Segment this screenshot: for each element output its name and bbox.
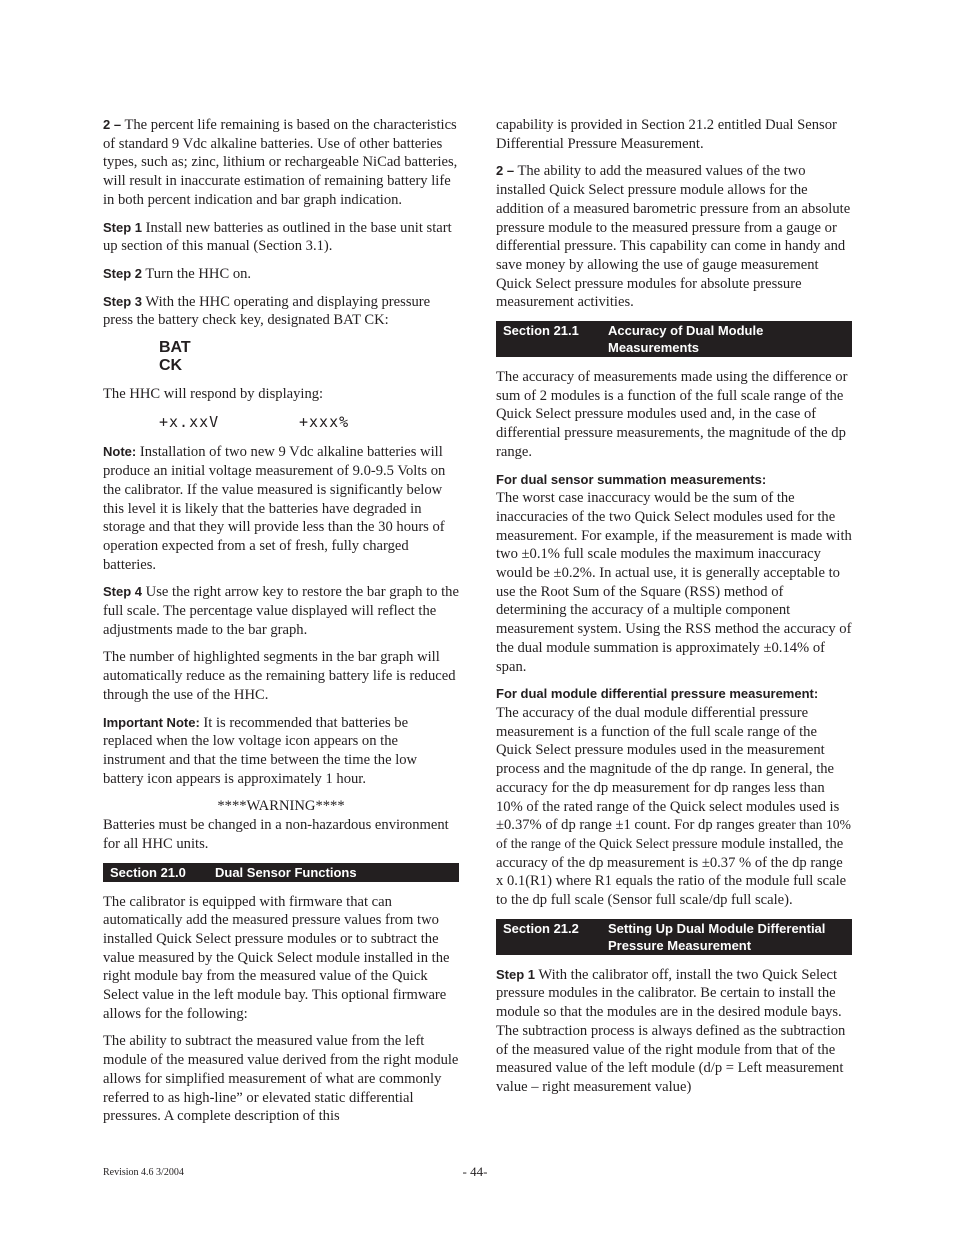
segments-paragraph: The number of highlighted segments in the bar graph will automatically reduce as the remaining battery life is reduced through the use of the HHC. <box>103 649 456 703</box>
note-label: Note: <box>103 444 137 460</box>
respond-text: The HHC will respond by displaying: <box>103 386 324 403</box>
warning-title: ****WARNING**** <box>217 798 345 815</box>
important-label: Important Note: <box>103 714 200 730</box>
right-column <box>496 116 852 1106</box>
paragraph-battery-life: 2 – The percent life remaining is based on the characteristics of standard 9 Vdc alkaline batteries. Use of other batteries types, such as; zinc, lithium or rechargeable NiCad batteries, will result in inaccurate estimation of remaining battery life in both percent indication and bar graph indication. <box>103 117 458 208</box>
section-title: Dual Sensor Functions <box>215 864 357 880</box>
revision-footer: Revision 4.6 3/2004 <box>103 1167 184 1178</box>
item-number: 2 – <box>496 163 515 179</box>
bat-ck-key-label: BAT CK <box>159 339 191 375</box>
section-title: Accuracy of Dual Module Measurements <box>608 323 764 356</box>
step-label: Step 4 <box>103 584 143 600</box>
accuracy-paragraph: The accuracy of measurements made using the difference or sum of 2 modules is a function of the full scale range of the Quick Select pressure modules used and, in the case of differential pressure measurements, the magnitude of the dp range. <box>496 369 848 460</box>
step-2: Step 2 Turn the HHC on. <box>103 265 252 282</box>
left-column <box>103 116 459 1135</box>
lcd-percent: +xxx% <box>299 412 350 431</box>
section-number: Section 21.0 <box>110 864 186 880</box>
section-heading-21-2 <box>496 919 852 955</box>
section-heading-21-1 <box>496 321 852 357</box>
continued-paragraph: capability is provided in Section 21.2 entitled Dual Sensor Differential Pressure Measurement. <box>496 117 837 152</box>
calibrator-firmware-paragraph: The calibrator is equipped with firmware that can automatically add the measured pressure values from two installed Quick Select pressure modules or to subtract the value measured by the Quick Select module installed in the right module bay from the measured value of the Quick Select value in the left module bay. This optional firmware allows for the following: <box>103 893 450 1022</box>
page-number: - 44- <box>462 1164 488 1179</box>
step-1: Step 1 Install new batteries as outlined in the base unit start up section of this manual (Section 3.1). <box>103 219 452 255</box>
important-note: Important Note: It is recommended that batteries be replaced when the low voltage icon appears on the instrument and that the time between the time the low battery icon appears is approximately 1 hour. <box>103 714 418 787</box>
lcd-volts: +x.xxV <box>159 412 220 431</box>
subtract-ability-paragraph: The ability to subtract the measured value from the left module of the measured value derived from the right module allows for simplified measurement of what are commonly referred to as high-line” or elevated static differential pressures. A complete description of this <box>103 1033 459 1125</box>
differential-paragraph: The accuracy of the dual module differential pressure measurement is a function of the full scale range of the Quick Select pressure modules used in the measurement process and the magnitude of the dp range. In general, the accuracy for the dp measurement for dp ranges less than 10% of the rated range of the Quick select modules used is ±0.37% of dp range ±1 count. For dp ranges greater than 10% of the range of the Quick Select pressure module installed, the accuracy of the dp measurement is ±0.37 % of the dp range x 0.1(R1) where R1 equals the ratio of the module full scale to the dp full scale (Sensor full scale/dp full scale). <box>496 704 851 909</box>
summation-subheading: For dual sensor summation measurements: <box>496 471 767 487</box>
step-1-install: Step 1 With the calibrator off, install the two Quick Select pressure modules in the calibrator. Be certain to install the module so that the modules are in the desired module bays. The subtraction process is always defined as the subtraction of the measured value of the right module from that of the measured value of the left module (d/p = Left measurement value – right measurement value) <box>496 966 846 1095</box>
note-paragraph: Note: Installation of two new 9 Vdc alkaline batteries will produce an initial voltage measurement of 9.0-9.5 Volts on the calibrator. If the value measured is significantly below this level it is likely that the batteries have degraded in storage and that they will provide less than the 30 hours of operation expected from a set of fresh, fully charged batteries. <box>103 444 446 573</box>
section-number: Section 21.1 <box>503 323 579 339</box>
step-label: Step 2 <box>103 265 143 281</box>
differential-subheading: For dual module differential pressure measurement: <box>496 686 819 702</box>
paragraph-add-ability: 2 – The ability to add the measured values of the two installed Quick Select pressure module allows for the addition of a measured barometric pressure from an absolute pressure module to the measured pressure from a gauge or differential pressure. This capability can come in handy and save money by allowing the use of gauge measurement Quick Select pressure modules for absolute pressure measurement activities. <box>496 163 851 311</box>
step-label: Step 3 <box>103 293 143 309</box>
warning-text: Batteries must be changed in a non-hazardous environment for all HHC units. <box>103 817 449 852</box>
step-label: Step 1 <box>103 219 143 235</box>
lcd-display-readout <box>159 413 459 432</box>
step-4: Step 4 Use the right arrow key to restore the bar graph to the full scale. The percentage value displayed will reflect the adjustments made to the bar graph. <box>103 584 459 638</box>
step-3: Step 3 With the HHC operating and displaying pressure press the battery check key, designated BAT CK: <box>103 293 431 329</box>
item-number: 2 – <box>103 117 122 132</box>
section-number: Section 21.2 <box>503 920 579 936</box>
section-title: Setting Up Dual Module Differential Pressure Measurement <box>608 920 826 953</box>
summation-paragraph: The worst case inaccuracy would be the sum of the inaccuracies of the two Quick Select modules used for the measurement. For example, if the measurement is made with two ±0.1% full scale modules the maximum inaccuracy would be ±0.2%. In actual use, it is generally acceptable to use the Root Sum of the Square (RSS) method of determining the accuracy of a multiple component measurement system. Using the RSS method the accuracy of the dual module summation is approximately ±0.14% of span. <box>496 490 852 675</box>
step-label: Step 1 <box>496 966 536 982</box>
section-heading-21-0 <box>103 863 459 882</box>
